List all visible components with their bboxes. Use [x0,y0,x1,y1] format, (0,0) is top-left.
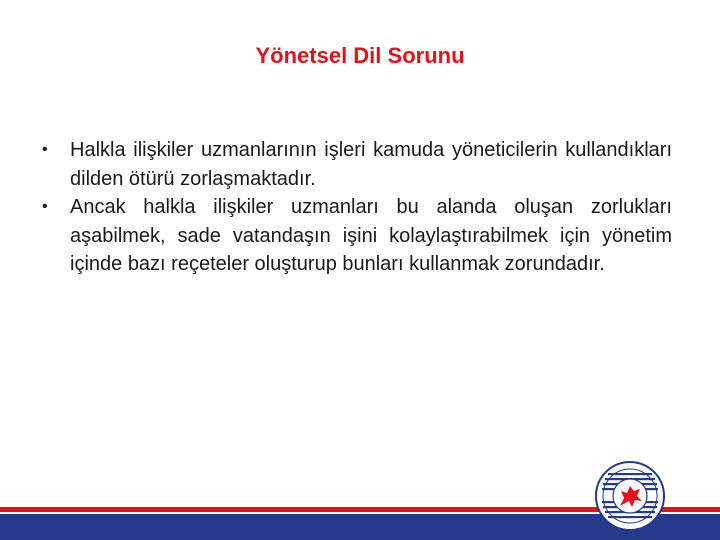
bullet-text: Halkla ilişkiler uzmanlarının işleri kamuda yöneticilerin kullandıkları dilden ötürü zorlaşmaktadır. [70,139,672,190]
bullet-item [40,136,672,193]
bullet-list [40,136,672,279]
bullet-text: Ancak halkla ilişkiler uzmanları bu alanda oluşan zorlukları aşabilmek, sade vatandaşın işini kolaylaştırabilmek için yönetim içinde bazı reçeteler oluşturup bunları kullanmak zorundadır. [70,196,672,275]
university-seal-icon [594,460,666,532]
bullet-item [40,193,672,279]
bullet-icon: • [42,141,48,158]
bullet-icon: • [42,198,48,215]
slide-title: Yönetsel Dil Sorunu [255,43,465,68]
